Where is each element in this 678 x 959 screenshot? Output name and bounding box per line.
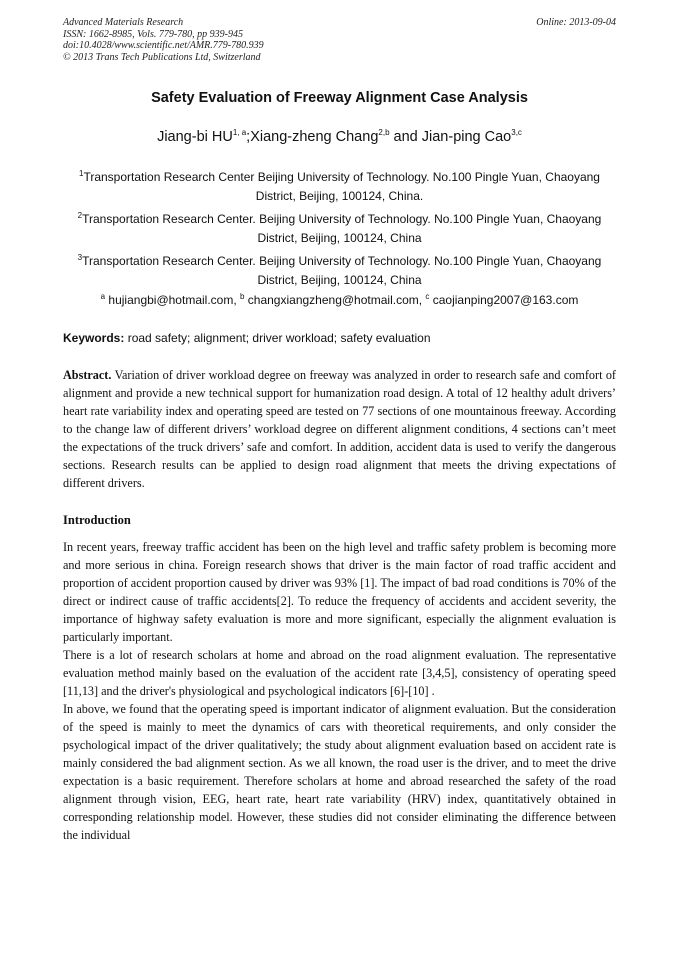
- intro-paragraph-1: In recent years, freeway traffic accident has been on the high level and traffic safety problem is becoming more and more serious in china. Foreign research shows that driver is the main factor of road traffic accident and proportion of accident proportion caused by driver was 93% [1]. The impact of bad road conditions is 70% of the direct or indirect cause of traffic accidents[2]. To reduce the frequency of accidents and accident severity, the importance of highway safety evaluation is more and more significant, especially the alignment evaluation is particularly important.: [63, 540, 616, 644]
- author-line: [63, 128, 616, 145]
- paper-title: Safety Evaluation of Freeway Alignment Case Analysis: [151, 90, 528, 106]
- affiliation-2: $^2$Transportation Research Center. Beijing University of Technology. No.100 Pingle Yuan, Chaoyang District, Beijing, 100124, China: [77, 211, 602, 245]
- abstract-text: Variation of driver workload degree on freeway was analyzed in order to research safe and comfort of alignment and provide a new technical support for humanization road design. A total of 12 healthy adult drivers’ heart rate variability index and operating speed are tested on 77 sections of one mountainous freeway. According to the change law of different drivers’ workload degree on different alignment conditions, 4 sections can’t meet the expectations of the truck drivers’ safe and comfort. In addition, accident data is used to verify the dangerous sections. Research results can be applied to design road alignment that meets the driving expectations of different drivers.: [63, 368, 616, 490]
- intro-paragraph-2: There is a lot of research scholars at home and abroad on the road alignment evaluation. The representative evaluation method mainly based on the evaluation of the accident rate [3,4,5], consistency of operating speed [11,13] and the driver's physiological and psychological indicators [6]-[10] .: [63, 648, 616, 698]
- email-c: caojianping2007@163.com: [429, 293, 579, 307]
- author-3: and Jian-ping Cao: [389, 128, 512, 145]
- online-date: Online: 2013-09-04: [536, 17, 616, 28]
- keywords-label: Keywords:: [63, 331, 125, 345]
- abstract-label: Abstract.: [63, 368, 112, 382]
- copyright-line: © 2013 Trans Tech Publications Ltd, Switzerland: [63, 51, 261, 63]
- affiliation-1: $^1$Transportation Research Center Beijing University of Technology. No.100 Pingle Yuan, Chaoyang District, Beijing, 100124, China.: [79, 169, 600, 203]
- running-header: [63, 17, 616, 63]
- email-line: $^a$ hujiangbi@hotmail.com, $^b$ changxiangzheng@hotmail.com, $^c$ caojianping2007@163.com: [100, 292, 579, 307]
- doi-line: doi:10.4028/www.scientific.net/AMR.779-780.939: [63, 40, 264, 51]
- author-2: ;Xiang-zheng Chang: [246, 128, 379, 145]
- issn-line: ISSN: 1662-8985, Vols. 779-780, pp 939-945: [63, 28, 243, 40]
- email-b: changxiangzheng@hotmail.com,: [244, 293, 426, 307]
- email-a: hujiangbi@hotmail.com,: [105, 293, 240, 307]
- keywords-text: road safety; alignment; driver workload; safety evaluation: [124, 331, 431, 345]
- abstract: [63, 366, 616, 492]
- journal-name: Advanced Materials Research: [63, 17, 184, 28]
- intro-paragraph-3: In above, we found that the operating speed is important indicator of alignment evaluation. But the consideration of the speed is mainly to meet the dynamics of cars with theoretical requirements, and only consider the psychological impact of the driver qualitatively; the study about alignment evaluation based on accident rate is mainly considered the bad alignment section. As we all known, the road user is the driver, and to meet the drive expectation is a basic requirement. Therefore scholars at home and abroad researched the safety of the road alignment through vision, EEG, heart rate, heart rate variability (HRV) index, quantitatively obtained in corresponding relationship model. However, these studies did not consider eliminating the difference between the individual: [63, 702, 616, 842]
- author-1: Jiang-bi HU: [157, 128, 233, 145]
- author-2-sup: 2,b: [378, 128, 390, 137]
- author-3-sup: 3,c: [511, 128, 522, 137]
- affiliation-3: $^3$Transportation Research Center. Beijing University of Technology. No.100 Pingle Yuan, Chaoyang District, Beijing, 100124, China: [77, 253, 602, 287]
- keywords: [63, 331, 616, 345]
- introduction-body: [63, 538, 616, 844]
- section-heading-introduction: Introduction: [63, 513, 131, 527]
- author-1-sup: 1, a: [232, 128, 247, 137]
